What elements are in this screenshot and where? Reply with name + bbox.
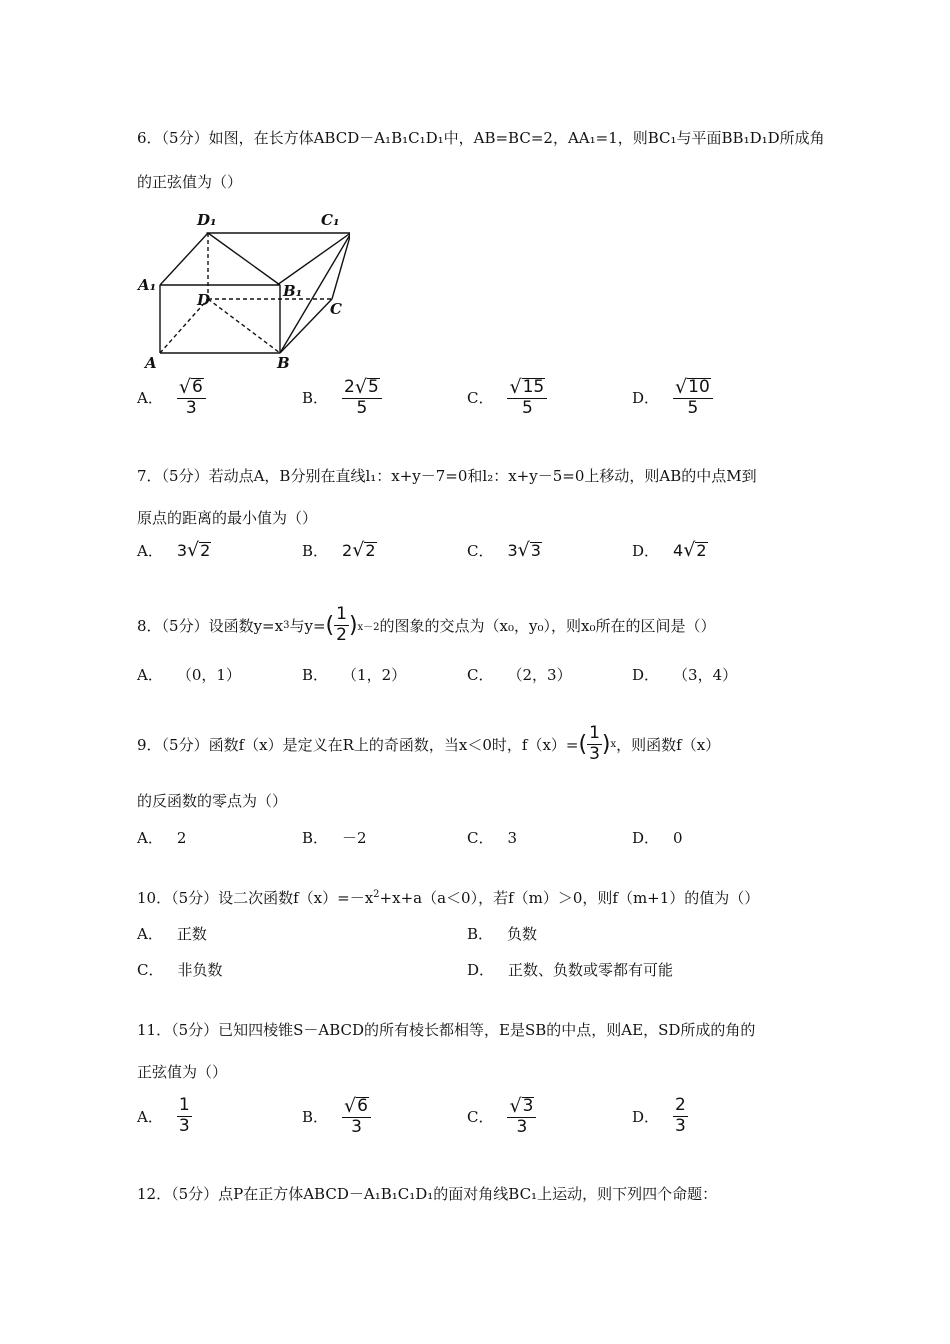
q8-option-c[interactable]: C． （2，3） — [467, 666, 572, 684]
label-D: D — [197, 291, 211, 309]
q7-option-a[interactable]: A． 3 √ 2 — [137, 539, 211, 561]
q6-option-d[interactable]: D． √ 10 5 — [632, 378, 713, 418]
fraction: √ 10 5 — [673, 378, 713, 418]
fraction: √ 15 5 — [507, 378, 547, 418]
q6-line1: 6．（5分）如图，在长方体ABCD－A₁B₁C₁D₁中，AB=BC=2，AA₁=1，则BC₁与平面BB₁D₁D所成角 — [137, 129, 825, 147]
q10-option-a[interactable]: A． 正数 — [137, 925, 207, 943]
q10-option-d[interactable]: D． 正数、负数或零都有可能 — [467, 961, 674, 979]
fraction: 2 √ 5 5 — [342, 378, 382, 418]
label-B1: B₁ — [283, 282, 303, 300]
q11-option-c[interactable]: C． √ 3 3 — [467, 1097, 536, 1137]
fraction-one-third: $\frac{1}{3}$ — [589, 723, 600, 764]
q10-option-c[interactable]: C． 非负数 — [137, 961, 223, 979]
q6-line2: 的正弦值为（） — [137, 173, 243, 191]
label-D1: D₁ — [197, 211, 217, 229]
q11-option-d[interactable]: D． $\frac{2}{3}$ — [632, 1095, 686, 1136]
q11-option-b[interactable]: B． √ 6 3 — [302, 1097, 371, 1137]
cuboid-figure — [135, 208, 350, 373]
q9-option-a[interactable]: A． 2 — [137, 828, 187, 847]
label-C: C — [330, 300, 342, 318]
q9-option-b[interactable]: B． －2 — [302, 829, 367, 847]
q7-option-b[interactable]: B． 2 √ 2 — [302, 539, 376, 561]
q7-option-d[interactable]: D． 4 √ 2 — [632, 539, 707, 561]
fraction: √ 6 3 — [177, 378, 206, 418]
q10-option-b[interactable]: B． 负数 — [467, 925, 538, 943]
label-A: A — [145, 354, 157, 372]
label-B: B — [277, 354, 290, 372]
q6-option-b[interactable]: B． 2 √ 5 5 — [302, 378, 382, 418]
q9-option-d[interactable]: D． 0 — [632, 828, 683, 847]
q6-option-a[interactable]: A． √ 6 3 — [137, 378, 206, 418]
q11-line2: 正弦值为（） — [137, 1063, 228, 1081]
q8-option-b[interactable]: B． （1，2） — [302, 666, 407, 684]
q9-line2: 的反函数的零点为（） — [137, 792, 288, 810]
q9-line1: 9．（5分）函数f（x）是定义在R上的奇函数，当x＜0时，f（x）= ( $\frac{1}{3}$ ) x ，则函数f（x） — [137, 723, 721, 764]
q7-option-c[interactable]: C． 3 √ 3 — [467, 539, 541, 561]
q11-line1: 11．（5分）已知四棱锥S－ABCD的所有棱长都相等，E是SB的中点，则AE，SD所成的角的 — [137, 1021, 756, 1039]
q7-line2: 原点的距离的最小值为（） — [137, 509, 318, 527]
q11-option-a[interactable]: A． $\frac{1}{3}$ — [137, 1095, 190, 1136]
q7-line1: 7．（5分）若动点A，B分别在直线l₁：x+y－7=0和l₂：x+y－5=0上移动，则AB的中点M到 — [137, 467, 757, 485]
q8-option-a[interactable]: A． （0，1） — [137, 666, 241, 684]
q9-option-c[interactable]: C． 3 — [467, 828, 518, 847]
q10-line1: 10．（5分）设二次函数$f(x)=-x^2+x+a(a<0)$，若f（m）＞0，则f（m+1）的值为（） — [137, 889, 760, 907]
fraction-one-half: $\frac{1}{2}$ — [336, 604, 347, 645]
q6-option-c[interactable]: C． √ 15 5 — [467, 378, 547, 418]
q12-line1: 12．（5分）点P在正方体ABCD－A₁B₁C₁D₁的面对角线BC₁上运动，则下列四个命题： — [137, 1185, 718, 1203]
q8-line1: 8．（5分）设函数y=x 3 与y= ( $\frac{1}{2}$ ) x－2 的图象的交点为（x₀，y₀），则x₀所在的区间是（） — [137, 604, 716, 645]
label-A1: A₁ — [138, 276, 157, 294]
label-C1: C₁ — [321, 211, 340, 229]
q8-option-d[interactable]: D． （3，4） — [632, 666, 738, 684]
